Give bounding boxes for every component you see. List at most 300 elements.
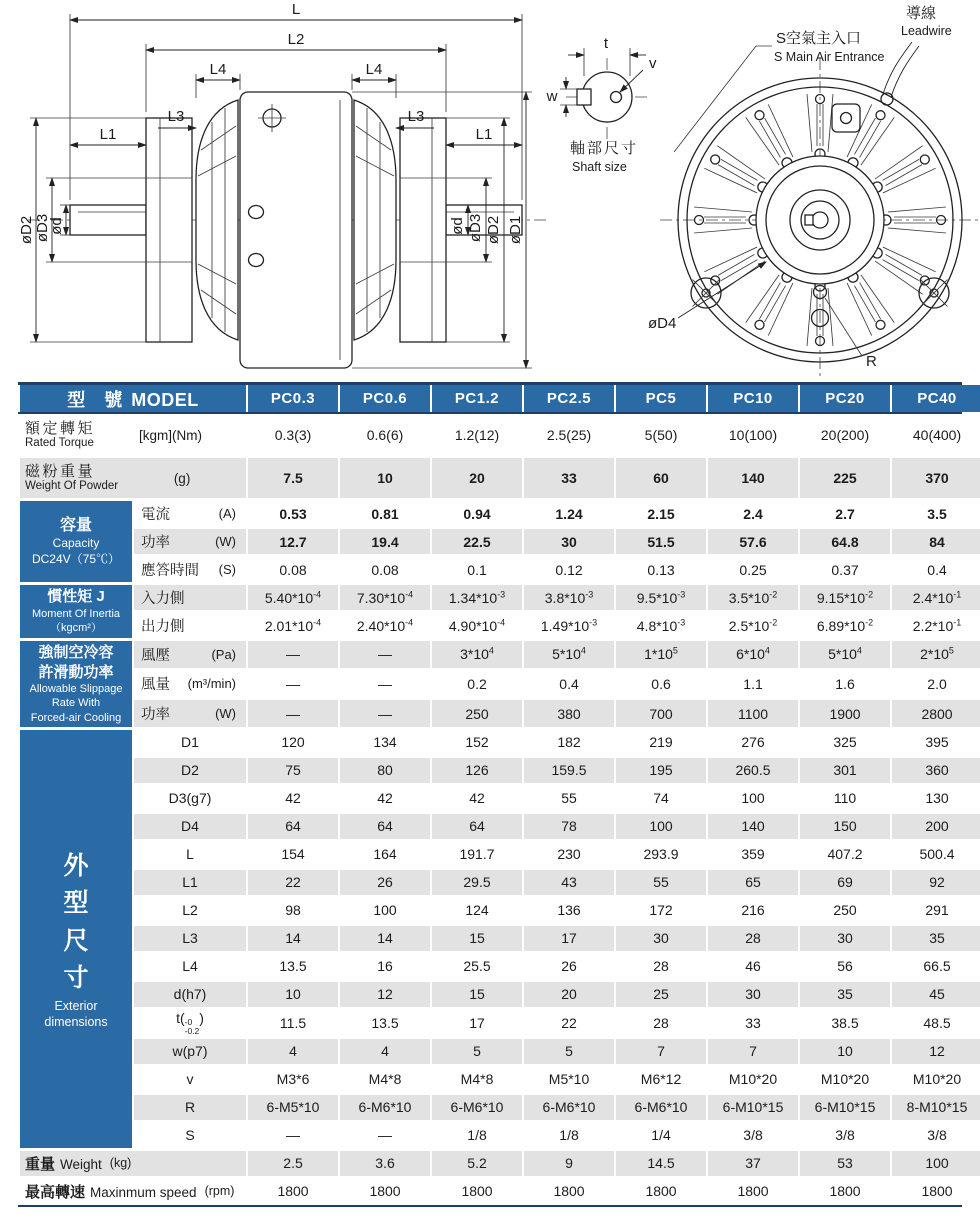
- table-row: [20, 870, 980, 895]
- row-label: 風壓 (Pa): [134, 641, 246, 668]
- value-cell: 4: [248, 1039, 338, 1064]
- row-label: L1: [134, 870, 246, 895]
- value-cell: 74: [616, 786, 706, 811]
- row-label: 功率 (W): [134, 529, 246, 554]
- row-label: 出力側: [134, 613, 246, 638]
- table-row: [20, 842, 980, 867]
- value-cell: 64: [432, 814, 522, 839]
- value-cell: 14: [340, 926, 430, 951]
- value-cell: 10: [800, 1039, 890, 1064]
- table-row: [20, 1039, 980, 1064]
- dim-label-L4-right: L4: [365, 61, 383, 78]
- model-column-pc20: PC20: [800, 385, 890, 412]
- value-cell: 92: [892, 870, 980, 895]
- value-cell: 65: [708, 870, 798, 895]
- value-cell: 360: [892, 758, 980, 783]
- row-label: 最高轉速 Maxinmum speed (rpm): [20, 1179, 246, 1204]
- model-column-pc5: PC5: [616, 385, 706, 412]
- value-cell: 22: [524, 1010, 614, 1036]
- table-row: [20, 1151, 980, 1176]
- table-row: [20, 458, 980, 498]
- value-cell: 84: [892, 529, 980, 554]
- value-cell: 30: [708, 982, 798, 1007]
- table-row: [20, 1179, 980, 1204]
- value-cell: 0.08: [248, 557, 338, 582]
- value-cell: 35: [892, 926, 980, 951]
- dim-label-L3-right: L3: [407, 108, 425, 125]
- value-cell: 219: [616, 730, 706, 755]
- value-cell: $2.5*10^{-2}$: [708, 613, 798, 638]
- value-cell: 14.5: [616, 1151, 706, 1176]
- row-label: 功率 (W): [134, 700, 246, 727]
- value-cell: M4*8: [432, 1067, 522, 1092]
- value-cell: 182: [524, 730, 614, 755]
- value-cell: $2.2*10^{-1}$: [892, 613, 980, 638]
- value-cell: 42: [432, 786, 522, 811]
- value-cell: 45: [892, 982, 980, 1007]
- value-cell: 12.7: [248, 529, 338, 554]
- value-cell: 75: [248, 758, 338, 783]
- table-row: [20, 926, 980, 951]
- value-cell: 100: [340, 898, 430, 923]
- table-row: [20, 557, 980, 582]
- value-cell: 500.4: [892, 842, 980, 867]
- value-cell: 22.5: [432, 529, 522, 554]
- value-cell: $3.8*10^{-3}$: [524, 585, 614, 610]
- value-cell: $6*10^4$: [708, 641, 798, 668]
- value-cell: 380: [524, 700, 614, 727]
- table-row: [20, 898, 980, 923]
- value-cell: M4*8: [340, 1067, 430, 1092]
- value-cell: 0.37: [800, 557, 890, 582]
- value-cell: 216: [708, 898, 798, 923]
- dim-label-w: w: [546, 88, 558, 105]
- value-cell: 33: [708, 1010, 798, 1036]
- value-cell: 260.5: [708, 758, 798, 783]
- table-row: [20, 786, 980, 811]
- value-cell: 124: [432, 898, 522, 923]
- value-cell: 0.13: [616, 557, 706, 582]
- row-label: D1: [134, 730, 246, 755]
- value-cell: $9.15*10^{-2}$: [800, 585, 890, 610]
- shaft-caption-en: Shaft size: [572, 160, 627, 174]
- value-cell: 700: [616, 700, 706, 727]
- table-row: [20, 529, 980, 554]
- value-cell: 43: [524, 870, 614, 895]
- value-cell: 120: [248, 730, 338, 755]
- table-row: [20, 585, 980, 610]
- row-label: R: [134, 1095, 246, 1120]
- value-cell: 100: [616, 814, 706, 839]
- value-cell: 38.5: [800, 1010, 890, 1036]
- model-column-pc06: PC0.6: [340, 385, 430, 412]
- value-cell: 7: [616, 1039, 706, 1064]
- value-cell: 110: [800, 786, 890, 811]
- value-cell: 154: [248, 842, 338, 867]
- divider: [18, 412, 962, 414]
- value-cell: 25: [616, 982, 706, 1007]
- value-cell: 5: [524, 1039, 614, 1064]
- value-cell: 6-M6*10: [432, 1095, 522, 1120]
- value-cell: 48.5: [892, 1010, 980, 1036]
- value-cell: $2.40*10^{-4}$: [340, 613, 430, 638]
- value-cell: 172: [616, 898, 706, 923]
- value-cell: 53: [800, 1151, 890, 1176]
- value-cell: —: [340, 671, 430, 698]
- value-cell: 69: [800, 870, 890, 895]
- model-column-pc40: PC40: [892, 385, 980, 412]
- value-cell: 1/8: [432, 1123, 522, 1148]
- value-cell: 5: [432, 1039, 522, 1064]
- value-cell: 1800: [892, 1179, 980, 1204]
- value-cell: 140: [708, 814, 798, 839]
- dim-label-D4: øD4: [648, 315, 677, 332]
- value-cell: 195: [616, 758, 706, 783]
- value-cell: 5.2: [432, 1151, 522, 1176]
- value-cell: $7.30*10^{-4}$: [340, 585, 430, 610]
- value-cell: 2.5: [248, 1151, 338, 1176]
- table-row: [20, 954, 980, 979]
- dim-label-L2: L2: [287, 31, 305, 48]
- value-cell: $3.5*10^{-2}$: [708, 585, 798, 610]
- value-cell: 1800: [800, 1179, 890, 1204]
- value-cell: 0.25: [708, 557, 798, 582]
- value-cell: 140: [708, 458, 798, 498]
- value-cell: 55: [524, 786, 614, 811]
- value-cell: 33: [524, 458, 614, 498]
- value-cell: 28: [616, 954, 706, 979]
- value-cell: 26: [340, 870, 430, 895]
- technical-drawings: [0, 0, 980, 382]
- shaft-detail: [546, 35, 657, 174]
- value-cell: 78: [524, 814, 614, 839]
- value-cell: 1.24: [524, 501, 614, 526]
- value-cell: 100: [892, 1151, 980, 1176]
- value-cell: 40(400): [892, 415, 980, 455]
- leadwire-label-en: Leadwire: [901, 24, 952, 38]
- value-cell: $2*10^5$: [892, 641, 980, 668]
- value-cell: 66.5: [892, 954, 980, 979]
- value-cell: 13.5: [248, 954, 338, 979]
- table-row: [20, 758, 980, 783]
- value-cell: M5*10: [524, 1067, 614, 1092]
- section-label: 慣性矩 J Moment Of Inertia （kgcm²）: [20, 585, 132, 638]
- value-cell: $2.01*10^{-4}$: [248, 613, 338, 638]
- value-cell: $4.90*10^{-4}$: [432, 613, 522, 638]
- value-cell: $2.4*10^{-1}$: [892, 585, 980, 610]
- divider: [18, 382, 962, 385]
- table-row: [20, 1123, 980, 1148]
- value-cell: 1/4: [616, 1123, 706, 1148]
- value-cell: 9: [524, 1151, 614, 1176]
- table-header-row: [20, 385, 980, 412]
- value-cell: 12: [892, 1039, 980, 1064]
- dim-label-d-left: ød: [48, 217, 65, 235]
- model-column-pc12: PC1.2: [432, 385, 522, 412]
- value-cell: 0.53: [248, 501, 338, 526]
- value-cell: 0.94: [432, 501, 522, 526]
- side-view: [18, 1, 548, 368]
- value-cell: 3.6: [340, 1151, 430, 1176]
- value-cell: 20: [524, 982, 614, 1007]
- row-label: 重量 Weight (kg): [20, 1151, 246, 1176]
- row-label: L: [134, 842, 246, 867]
- value-cell: 276: [708, 730, 798, 755]
- value-cell: 3/8: [892, 1123, 980, 1148]
- value-cell: 42: [248, 786, 338, 811]
- value-cell: —: [248, 700, 338, 727]
- value-cell: 1900: [800, 700, 890, 727]
- value-cell: 56: [800, 954, 890, 979]
- row-label: L2: [134, 898, 246, 923]
- value-cell: 0.81: [340, 501, 430, 526]
- table-row: [20, 671, 980, 698]
- section-label: 容量 Capacity DC24V（75℃）: [20, 501, 132, 582]
- section-label: 強制空冷容 許滑動功率 Allowable Slippage Rate With Forced-air Cooling: [20, 641, 132, 727]
- value-cell: 1.6: [800, 671, 890, 698]
- value-cell: —: [340, 1123, 430, 1148]
- value-cell: M10*20: [892, 1067, 980, 1092]
- air-entrance-label-en: S Main Air Entrance: [774, 50, 885, 64]
- value-cell: 250: [800, 898, 890, 923]
- value-cell: —: [248, 641, 338, 668]
- value-cell: 230: [524, 842, 614, 867]
- value-cell: $9.5*10^{-3}$: [616, 585, 706, 610]
- value-cell: 407.2: [800, 842, 890, 867]
- table-row: [20, 982, 980, 1007]
- shaft-caption-zh: 軸部尺寸: [570, 140, 639, 157]
- value-cell: 11.5: [248, 1010, 338, 1036]
- spec-table-wrap: [18, 382, 968, 1207]
- value-cell: 200: [892, 814, 980, 839]
- value-cell: 6-M5*10: [248, 1095, 338, 1120]
- value-cell: 0.6: [616, 671, 706, 698]
- row-label: v: [134, 1067, 246, 1092]
- table-row: [20, 1095, 980, 1120]
- value-cell: 15: [432, 926, 522, 951]
- value-cell: 37: [708, 1151, 798, 1176]
- value-cell: 1800: [708, 1179, 798, 1204]
- section-label: 外 型 尺 寸 Exterior dimensions: [20, 730, 132, 1148]
- model-column-pc25: PC2.5: [524, 385, 614, 412]
- value-cell: 30: [524, 529, 614, 554]
- value-cell: 25.5: [432, 954, 522, 979]
- value-cell: 130: [892, 786, 980, 811]
- value-cell: 0.3(3): [248, 415, 338, 455]
- value-cell: 98: [248, 898, 338, 923]
- value-cell: 6-M10*15: [708, 1095, 798, 1120]
- value-cell: 293.9: [616, 842, 706, 867]
- row-label: 額定轉矩 Rated Torque [kgm](Nm): [20, 415, 246, 455]
- value-cell: 10: [248, 982, 338, 1007]
- dim-label-t: t: [603, 35, 609, 52]
- value-cell: 126: [432, 758, 522, 783]
- divider: [18, 1205, 962, 1207]
- value-cell: 0.2: [432, 671, 522, 698]
- value-cell: —: [248, 671, 338, 698]
- spec-table: [18, 382, 980, 1207]
- row-label: L3: [134, 926, 246, 951]
- value-cell: M10*20: [708, 1067, 798, 1092]
- row-label: d(h7): [134, 982, 246, 1007]
- table-row: [20, 613, 980, 638]
- value-cell: 57.6: [708, 529, 798, 554]
- value-cell: 1800: [432, 1179, 522, 1204]
- table-row: [20, 730, 980, 755]
- value-cell: 16: [340, 954, 430, 979]
- model-header: [20, 385, 246, 412]
- value-cell: M6*12: [616, 1067, 706, 1092]
- value-cell: 225: [800, 458, 890, 498]
- value-cell: $6.89*10^{-2}$: [800, 613, 890, 638]
- value-cell: 1800: [616, 1179, 706, 1204]
- table-row: [20, 1010, 980, 1036]
- value-cell: 13.5: [340, 1010, 430, 1036]
- row-label: L4: [134, 954, 246, 979]
- dim-label-L1-left: L1: [99, 126, 117, 143]
- row-label: 電流 (A): [134, 501, 246, 526]
- dim-label-d-right: ød: [449, 217, 466, 235]
- value-cell: —: [248, 1123, 338, 1148]
- value-cell: 10: [340, 458, 430, 498]
- dim-label-D2-left: øD2: [18, 215, 35, 245]
- value-cell: $1.49*10^{-3}$: [524, 613, 614, 638]
- dim-label-D3-left: øD3: [34, 213, 51, 243]
- value-cell: 0.1: [432, 557, 522, 582]
- value-cell: 0.4: [892, 557, 980, 582]
- value-cell: $5*10^4$: [524, 641, 614, 668]
- value-cell: 6-M10*15: [800, 1095, 890, 1120]
- value-cell: 164: [340, 842, 430, 867]
- value-cell: 20: [432, 458, 522, 498]
- value-cell: $5*10^4$: [800, 641, 890, 668]
- value-cell: $5.40*10^{-4}$: [248, 585, 338, 610]
- value-cell: 150: [800, 814, 890, 839]
- row-label: 入力側: [134, 585, 246, 610]
- value-cell: 8-M10*15: [892, 1095, 980, 1120]
- value-cell: $1*10^5$: [616, 641, 706, 668]
- air-entrance-label-zh: S空氣主入口: [776, 30, 862, 47]
- value-cell: 1800: [524, 1179, 614, 1204]
- leadwire-label-zh: 導線: [906, 5, 937, 22]
- value-cell: 134: [340, 730, 430, 755]
- value-cell: 15: [432, 982, 522, 1007]
- value-cell: 51.5: [616, 529, 706, 554]
- value-cell: 6-M6*10: [340, 1095, 430, 1120]
- value-cell: 1.2(12): [432, 415, 522, 455]
- dim-label-L: L: [291, 1, 301, 18]
- value-cell: 325: [800, 730, 890, 755]
- value-cell: 136: [524, 898, 614, 923]
- value-cell: 64: [340, 814, 430, 839]
- value-cell: 12: [340, 982, 430, 1007]
- value-cell: M3*6: [248, 1067, 338, 1092]
- dim-label-L3-left: L3: [167, 108, 185, 125]
- value-cell: 301: [800, 758, 890, 783]
- row-label: t( -0 -0.2 ): [134, 1010, 246, 1036]
- row-label: D2: [134, 758, 246, 783]
- dim-label-L4-left: L4: [209, 61, 227, 78]
- value-cell: 0.4: [524, 671, 614, 698]
- value-cell: 3/8: [708, 1123, 798, 1148]
- value-cell: 55: [616, 870, 706, 895]
- value-cell: 64: [248, 814, 338, 839]
- value-cell: 28: [708, 926, 798, 951]
- table-row: [20, 700, 980, 727]
- value-cell: $4.8*10^{-3}$: [616, 613, 706, 638]
- value-cell: 6-M6*10: [616, 1095, 706, 1120]
- model-header-zh: 型 號: [67, 389, 130, 410]
- value-cell: 395: [892, 730, 980, 755]
- table-row: [20, 415, 980, 455]
- value-cell: M10*20: [800, 1067, 890, 1092]
- value-cell: 29.5: [432, 870, 522, 895]
- value-cell: 22: [248, 870, 338, 895]
- row-label: 磁粉重量 Weight Of Powder (g): [20, 458, 246, 498]
- front-view: [648, 5, 979, 380]
- table-row: [20, 814, 980, 839]
- value-cell: 370: [892, 458, 980, 498]
- row-label: D3(g7): [134, 786, 246, 811]
- value-cell: 2.15: [616, 501, 706, 526]
- value-cell: 0.12: [524, 557, 614, 582]
- value-cell: 14: [248, 926, 338, 951]
- value-cell: 42: [340, 786, 430, 811]
- value-cell: 100: [708, 786, 798, 811]
- value-cell: 1800: [340, 1179, 430, 1204]
- value-cell: 191.7: [432, 842, 522, 867]
- value-cell: 30: [800, 926, 890, 951]
- value-cell: 0.08: [340, 557, 430, 582]
- value-cell: 60: [616, 458, 706, 498]
- value-cell: 0.6(6): [340, 415, 430, 455]
- value-cell: 2.4: [708, 501, 798, 526]
- model-column-pc10: PC10: [708, 385, 798, 412]
- dim-label-L1-right: L1: [475, 126, 493, 143]
- value-cell: 35: [800, 982, 890, 1007]
- value-cell: 152: [432, 730, 522, 755]
- value-cell: 159.5: [524, 758, 614, 783]
- dim-label-R: R: [866, 353, 877, 370]
- value-cell: 3/8: [800, 1123, 890, 1148]
- value-cell: 7.5: [248, 458, 338, 498]
- value-cell: 3.5: [892, 501, 980, 526]
- value-cell: 2.0: [892, 671, 980, 698]
- value-cell: 1800: [248, 1179, 338, 1204]
- value-cell: $3*10^4$: [432, 641, 522, 668]
- dim-label-D2-right: øD2: [485, 215, 502, 245]
- value-cell: 28: [616, 1010, 706, 1036]
- value-cell: 2.7: [800, 501, 890, 526]
- value-cell: 2800: [892, 700, 980, 727]
- value-cell: 10(100): [708, 415, 798, 455]
- value-cell: $1.34*10^{-3}$: [432, 585, 522, 610]
- value-cell: 4: [340, 1039, 430, 1064]
- value-cell: 17: [524, 926, 614, 951]
- row-label: S: [134, 1123, 246, 1148]
- value-cell: 64.8: [800, 529, 890, 554]
- value-cell: 291: [892, 898, 980, 923]
- value-cell: 5(50): [616, 415, 706, 455]
- value-cell: 20(200): [800, 415, 890, 455]
- table-row: [20, 501, 980, 526]
- value-cell: 1.1: [708, 671, 798, 698]
- value-cell: 250: [432, 700, 522, 727]
- value-cell: 30: [616, 926, 706, 951]
- value-cell: 6-M6*10: [524, 1095, 614, 1120]
- row-label: 應答時間 (S): [134, 557, 246, 582]
- model-column-pc03: PC0.3: [248, 385, 338, 412]
